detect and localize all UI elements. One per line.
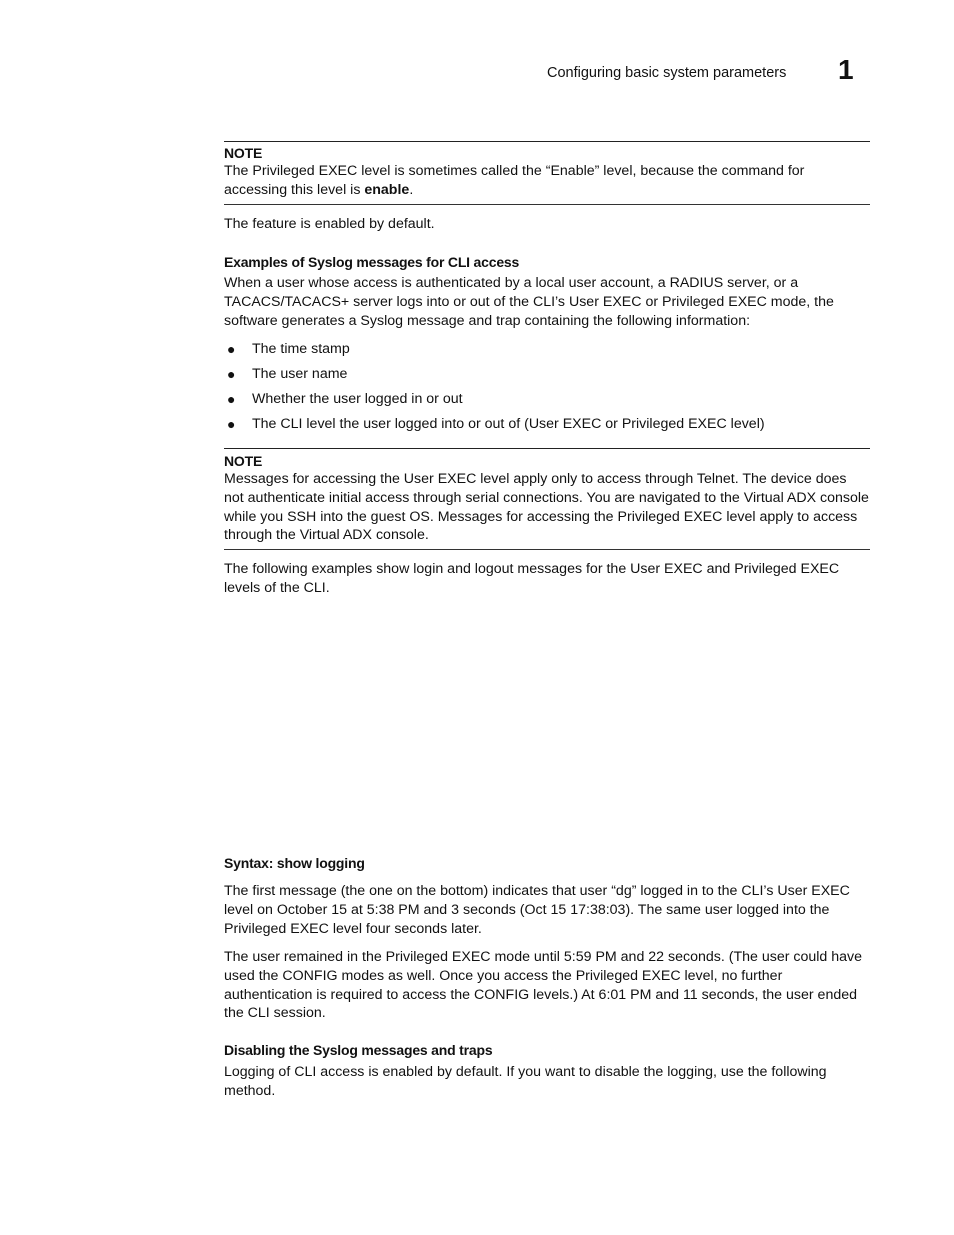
list-item-text: The user name (252, 366, 348, 382)
note-bottom-rule (224, 549, 870, 550)
bullet-icon: ● (227, 366, 236, 382)
paragraph-remained: The user remained in the Privileged EXEC mode until 5:59 PM and 22 seconds. (The user could have used the CONFIG modes as well. Once you access the Privileged EXEC level, no further authentication is required to access the CONFIG levels.) At 6:01 PM and 11 seconds, the user ended the CLI session. (224, 949, 863, 1022)
paragraph-default: The feature is enabled by default. (224, 216, 435, 232)
list-item-text: The time stamp (252, 341, 350, 357)
bullet-icon: ● (227, 416, 236, 432)
bullet-list (224, 340, 870, 440)
enable-command: enable (364, 181, 410, 198)
paragraph-disabling: Logging of CLI access is enabled by default. If you want to disable the logging, use the following method. (224, 1064, 827, 1099)
note-text (224, 162, 870, 200)
running-header-title: Configuring basic system parameters (547, 65, 787, 81)
list-item (224, 340, 870, 365)
note-text-end: . (409, 181, 414, 198)
bullet-icon: ● (227, 391, 236, 407)
note-bottom-rule (224, 204, 870, 205)
list-item-text: The CLI level the user logged into or out of (User EXEC or Privileged EXEC level) (252, 416, 765, 432)
section-heading-disabling: Disabling the Syslog messages and traps (224, 1042, 493, 1058)
list-item (224, 415, 870, 440)
note-text: Messages for accessing the User EXEC level apply only to access through Telnet. The device does not authenticate initial access through serial connections. You are navigated to the Virtual ADX console while you SSH into the guest OS. Messages for accessing the Privileged EXEC level apply to access through the Virtual ADX console. (224, 471, 869, 544)
bullet-icon: ● (227, 341, 236, 357)
paragraph-following-examples: The following examples show login and logout messages for the User EXEC and Privileged EXEC levels of the CLI. (224, 561, 840, 596)
list-item-text: Whether the user logged in or out (252, 391, 463, 407)
note-label: NOTE (224, 145, 263, 161)
section-heading-examples: Examples of Syslog messages for CLI access (224, 254, 520, 270)
note-top-rule (224, 141, 870, 142)
list-item (224, 390, 870, 415)
note-top-rule (224, 448, 870, 449)
note-label: NOTE (224, 453, 263, 469)
list-item (224, 365, 870, 390)
chapter-number: 1 (838, 54, 854, 85)
paragraph-first-message: The first message (the one on the bottom) indicates that user “dg” logged in to the CLI’s User EXEC level on October 15 at 5:38 PM and 3 seconds (Oct 15 17:38:03). The same user logged into the Privileged EXEC level four seconds later. (224, 883, 850, 937)
syntax-line: Syntax: show logging (224, 855, 365, 871)
note-text-body: The Privileged EXEC level is sometimes called the “Enable” level, because the command for accessing this level is (224, 163, 805, 198)
paragraph-examples-intro: When a user whose access is authenticated by a local user account, a RADIUS server, or a TACACS/TACACS+ server logs into or out of the CLI’s User EXEC or Privileged EXEC mode, the software generates a Syslog message and trap containing the following information: (224, 275, 834, 329)
